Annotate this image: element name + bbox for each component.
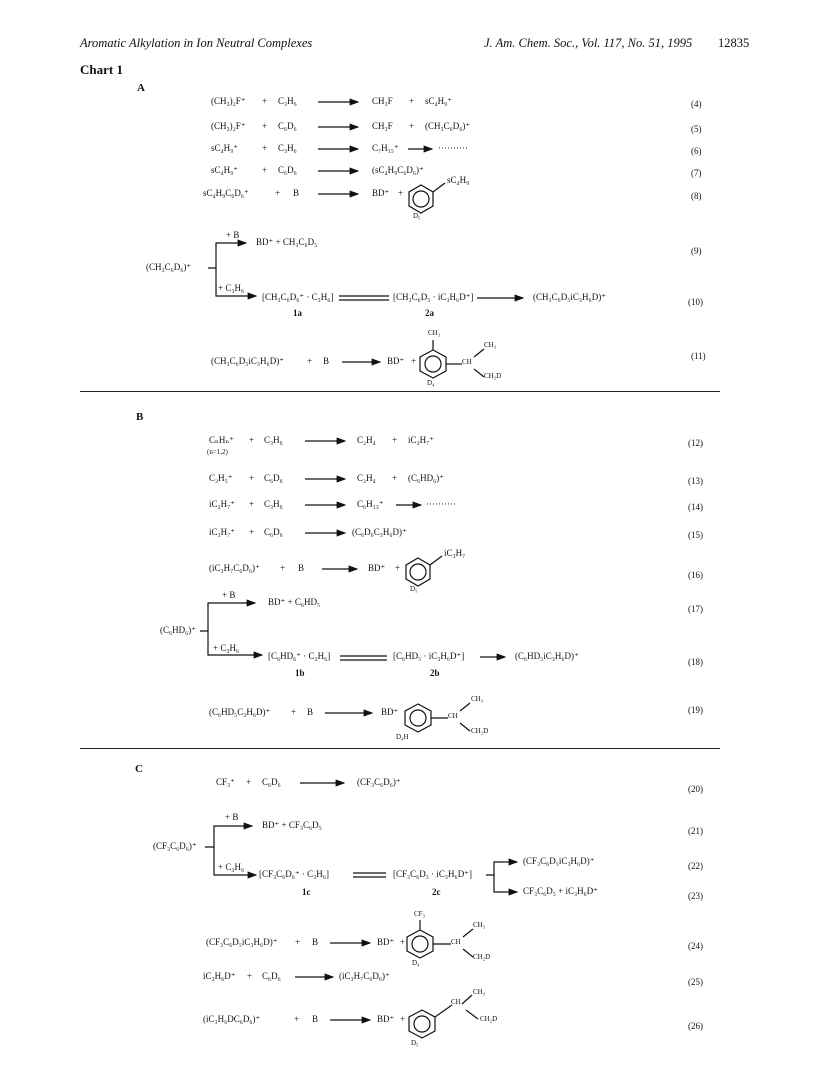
product: BD⁺ bbox=[377, 1014, 395, 1024]
chart-title: Chart 1 bbox=[80, 62, 123, 77]
benzene-ring-icon bbox=[409, 183, 445, 213]
ring-deuterium-label: D₅ bbox=[413, 212, 421, 220]
section-divider bbox=[80, 748, 720, 749]
branch-product: CF₃C₆D₅ + iC₃H₆D⁺ bbox=[523, 886, 599, 896]
product: CH₃F bbox=[372, 121, 393, 131]
section-label: A bbox=[137, 82, 145, 94]
ion-neutral-complex: [CF₃C₆D₅ · iC₃H₆D⁺] bbox=[393, 869, 472, 879]
ring-substituent: sC₄H₉ bbox=[447, 175, 470, 185]
reactant: iC₃H₆D⁺ bbox=[203, 971, 236, 981]
section-label: C bbox=[135, 763, 143, 775]
equation-number: (22) bbox=[688, 861, 703, 871]
product: C₆H₁₃⁺ bbox=[357, 499, 384, 509]
reactant: C₃H₆ bbox=[264, 435, 283, 445]
reactant: sC₄H₉C₆D₆⁺ bbox=[203, 188, 249, 198]
reactant: B bbox=[323, 356, 330, 366]
reactant: C₃H₆ bbox=[264, 499, 283, 509]
reactant: C₂H₅⁺ bbox=[209, 473, 233, 483]
reactant: B bbox=[312, 1014, 319, 1024]
reactant: (CF₃C₆D₅iC₃H₆D)⁺ bbox=[206, 937, 278, 947]
section-label: B bbox=[136, 411, 144, 423]
ring-substituent: iC₃H₇ bbox=[444, 548, 466, 558]
reactant: sC₄H₉⁺ bbox=[211, 143, 239, 153]
equation-number: (16) bbox=[688, 570, 703, 580]
branch-product: BD⁺ + CF₃C₆D₅ bbox=[262, 820, 322, 830]
reactant: B bbox=[293, 188, 300, 198]
branch-condition: + C₃H₆ bbox=[218, 283, 245, 293]
equation-number: (11) bbox=[691, 351, 706, 361]
reactant: C₃H₆ bbox=[278, 143, 297, 153]
equation-number: (19) bbox=[688, 705, 703, 715]
equation-number: (23) bbox=[688, 891, 703, 901]
continuation-dots: ·········· bbox=[426, 499, 456, 509]
reactant: C₆D₆ bbox=[264, 473, 283, 483]
methyl-group: CH₃ bbox=[473, 988, 486, 996]
ring-substituent: CF₃ bbox=[414, 910, 426, 918]
equation-number: (26) bbox=[688, 1021, 703, 1031]
product: BD⁺ bbox=[387, 356, 405, 366]
ring-deuterium-label: D₄ bbox=[412, 959, 420, 967]
product: C₂H₄ bbox=[357, 473, 376, 483]
benzene-ring-icon bbox=[405, 703, 470, 732]
equation-number: (12) bbox=[688, 438, 703, 448]
ion-neutral-complex: [CF₃C₆D₆⁺ · C₃H₆] bbox=[259, 869, 329, 879]
equation-number: (20) bbox=[688, 784, 703, 794]
branch-origin: (CF₃C₆D₆)⁺ bbox=[153, 841, 197, 851]
ion-neutral-complex: [CH₃C₆D₅ · iC₃H₆D⁺] bbox=[393, 292, 474, 302]
reactant: B bbox=[312, 937, 319, 947]
equation-number: (6) bbox=[691, 146, 702, 156]
branch-product: BD⁺ + C₆HD₅ bbox=[268, 597, 321, 607]
product: sC₄H₉⁺ bbox=[425, 96, 453, 106]
product: (C₆D₆C₃H₆D)⁺ bbox=[352, 527, 407, 537]
compound-label: 2a bbox=[425, 308, 434, 318]
deuteromethyl-group: CH₂D bbox=[480, 1015, 498, 1023]
branch-product: (CH₃C₆D₅iC₃H₆D)⁺ bbox=[533, 292, 606, 302]
ion-neutral-complex: [C₆HD₅ · iC₃H₆D⁺] bbox=[393, 651, 465, 661]
product: C₇H₁₅⁺ bbox=[372, 143, 399, 153]
product: BD⁺ bbox=[381, 707, 399, 717]
deuteromethyl-group: CH₂D bbox=[473, 953, 491, 961]
equation-number: (14) bbox=[688, 502, 703, 512]
product: CH₃F bbox=[372, 96, 393, 106]
branch-origin: (C₆HD₆)⁺ bbox=[160, 625, 197, 635]
methine-group: CH bbox=[448, 712, 458, 720]
reactant: C₆D₆ bbox=[278, 165, 297, 175]
product: (iC₃H₇C₆D₆)⁺ bbox=[339, 971, 390, 981]
methine-group: CH bbox=[451, 938, 461, 946]
equation-number: (9) bbox=[691, 246, 702, 256]
product: (sC₄H₉C₆D₆)⁺ bbox=[372, 165, 424, 175]
branch-condition: + B bbox=[222, 590, 236, 600]
reactant: C₆D₆ bbox=[262, 777, 281, 787]
journal-citation: J. Am. Chem. Soc., Vol. 117, No. 51, 1995 bbox=[484, 36, 693, 50]
reactant: CₙHₙ⁺ bbox=[209, 435, 235, 445]
equation-number: (17) bbox=[688, 604, 703, 614]
reactant: C₃H₆ bbox=[278, 96, 297, 106]
reactant: (CH₃C₆D₅iC₃H₆D)⁺ bbox=[211, 356, 284, 366]
reactant: iC₃H₇⁺ bbox=[209, 499, 236, 509]
equation-number: (18) bbox=[688, 657, 703, 667]
equation-number: (21) bbox=[688, 826, 703, 836]
benzene-ring-icon bbox=[409, 995, 478, 1038]
page-number: 12835 bbox=[718, 36, 750, 50]
reactant: B bbox=[307, 707, 314, 717]
reactant: C₆D₆ bbox=[262, 971, 281, 981]
equation-number: (5) bbox=[691, 124, 702, 134]
section-divider bbox=[80, 391, 720, 392]
ring-deuterium-label: D₄H bbox=[396, 733, 409, 741]
reactant-note: (n=1,2) bbox=[207, 448, 228, 456]
running-header: Aromatic Alkylation in Ion Neutral Complexes bbox=[80, 36, 313, 50]
compound-label: 1b bbox=[295, 668, 305, 678]
equation-number: (13) bbox=[688, 476, 703, 486]
reactant: CF₃⁺ bbox=[216, 777, 235, 787]
equation-number: (7) bbox=[691, 168, 702, 178]
branch-origin: (CH₃C₆D₆)⁺ bbox=[146, 262, 192, 272]
ring-substituent: CH₃ bbox=[428, 329, 441, 337]
compound-label: 1a bbox=[293, 308, 302, 318]
reactant: (CH₃)₂F⁺ bbox=[211, 96, 246, 106]
product: iC₃H₇⁺ bbox=[408, 435, 435, 445]
benzene-ring-icon bbox=[407, 920, 473, 958]
ring-deuterium-label: D₅ bbox=[411, 1039, 419, 1047]
product: C₂H₄ bbox=[357, 435, 376, 445]
reactant: (CH₃)₂F⁺ bbox=[211, 121, 246, 131]
equation-number: (8) bbox=[691, 191, 702, 201]
benzene-ring-icon bbox=[420, 340, 484, 378]
reactant: C₆D₆ bbox=[278, 121, 297, 131]
methine-group: CH bbox=[451, 998, 461, 1006]
equation-number: (25) bbox=[688, 977, 703, 987]
branch-condition: + C₃H₆ bbox=[218, 862, 245, 872]
branch-product: BD⁺ + CH₃C₆D₅ bbox=[256, 237, 318, 247]
branch-condition: + B bbox=[225, 812, 239, 822]
methine-group: CH bbox=[462, 358, 472, 366]
equation-number: (4) bbox=[691, 99, 702, 109]
benzene-ring-icon bbox=[406, 556, 442, 586]
methyl-group: CH₃ bbox=[473, 921, 486, 929]
reactant: (iC₃H₆DC₆D₆)⁺ bbox=[203, 1014, 261, 1024]
product: BD⁺ bbox=[372, 188, 390, 198]
methyl-group: CH₃ bbox=[471, 695, 484, 703]
methyl-group: CH₃ bbox=[484, 341, 497, 349]
deuteromethyl-group: CH₂D bbox=[471, 727, 489, 735]
reactant: B bbox=[298, 563, 305, 573]
product: (C₆HD₆)⁺ bbox=[408, 473, 445, 483]
reactant: iC₃H₇⁺ bbox=[209, 527, 236, 537]
branch-product: (CF₃C₆D₅iC₃H₆D)⁺ bbox=[523, 856, 595, 866]
compound-label: 2b bbox=[430, 668, 440, 678]
ion-neutral-complex: [CH₃C₆D₆⁺ · C₃H₆] bbox=[262, 292, 334, 302]
product: (CH₃C₆D₆)⁺ bbox=[425, 121, 471, 131]
reactant: (iC₃H₇C₆D₆)⁺ bbox=[209, 563, 260, 573]
branch-condition: + C₃H₆ bbox=[213, 643, 240, 653]
continuation-dots: ·········· bbox=[438, 143, 468, 153]
product: BD⁺ bbox=[368, 563, 386, 573]
compound-label: 1c bbox=[302, 887, 311, 897]
ring-deuterium-label: D₅ bbox=[410, 585, 418, 593]
equation-number: (10) bbox=[688, 297, 703, 307]
ring-deuterium-label: D₄ bbox=[427, 379, 435, 387]
branch-condition: + B bbox=[226, 230, 240, 240]
reactant: (C₆HD₅C₃H₆D)⁺ bbox=[209, 707, 271, 717]
equation-number: (15) bbox=[688, 530, 703, 540]
reactant: C₆D₆ bbox=[264, 527, 283, 537]
compound-label: 2c bbox=[432, 887, 441, 897]
branch-product: (C₆HD₅iC₃H₆D)⁺ bbox=[515, 651, 579, 661]
deuteromethyl-group: CH₂D bbox=[484, 372, 502, 380]
product: BD⁺ bbox=[377, 937, 395, 947]
equation-number: (24) bbox=[688, 941, 703, 951]
reactant: sC₄H₉⁺ bbox=[211, 165, 239, 175]
ion-neutral-complex: [C₆HD₆⁺ · C₃H₆] bbox=[268, 651, 331, 661]
product: (CF₃C₆D₆)⁺ bbox=[357, 777, 401, 787]
